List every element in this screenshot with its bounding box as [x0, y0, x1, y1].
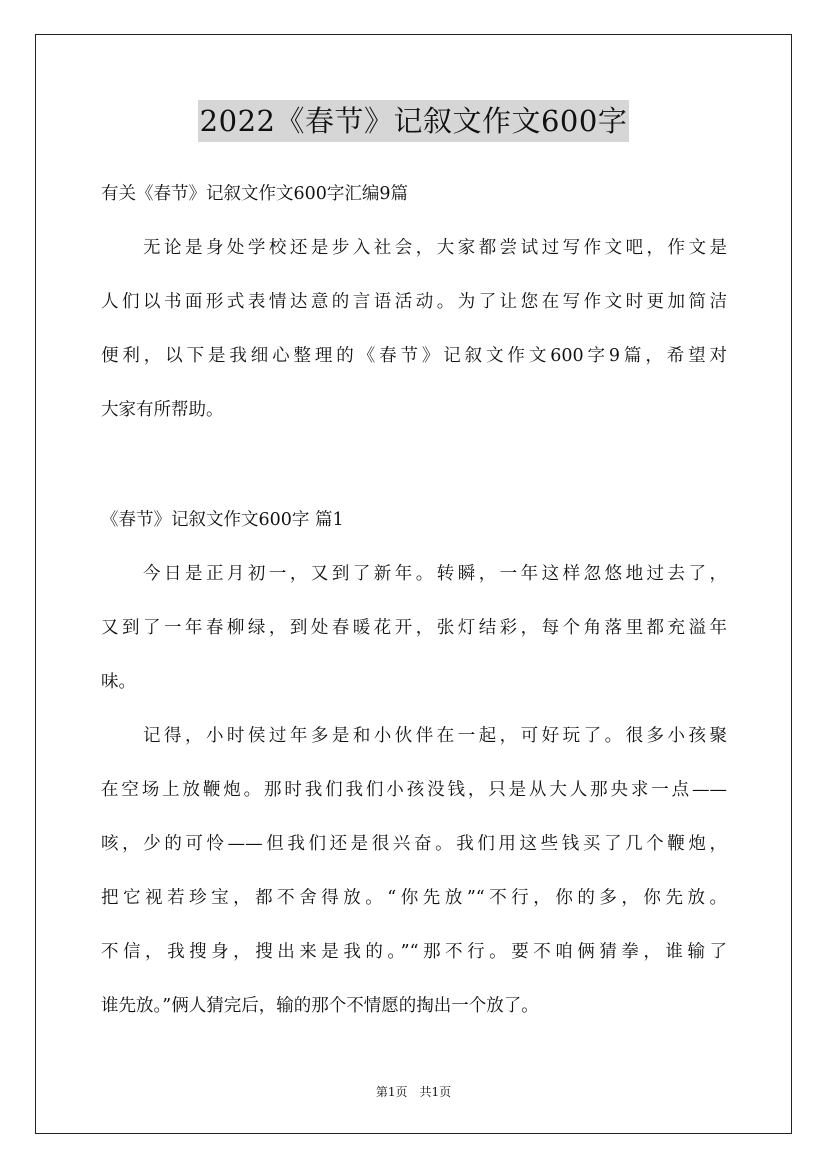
document-subtitle: 有关《春节》记叙文作文600字汇编9篇	[101, 184, 409, 204]
page-total: 共1页	[419, 1085, 452, 1099]
intro-line-2: 人们以书面形式表情达意的言语活动。为了让您在写作文时更加简洁	[101, 292, 727, 312]
title-container	[0, 100, 827, 142]
paragraph2-line-6: 谁先放。”俩人猜完后，输的那个不情愿的掏出一个放了。	[101, 996, 539, 1016]
paragraph1-line-2: 又到了一年春柳绿，到处春暖花开，张灯结彩，每个角落里都充溢年	[101, 618, 727, 638]
paragraph2-line-1: 记得，小时侯过年多是和小伙伴在一起，可好玩了。很多小孩聚	[143, 726, 727, 746]
paragraph2-line-2: 在空场上放鞭炮。那时我们我们小孩没钱，只是从大人那央求一点——	[101, 780, 727, 800]
section-heading: 《春节》记叙文作文600字 篇1	[101, 510, 344, 530]
paragraph2-line-4: 把它视若珍宝，都不舍得放。“你先放”“不行，你的多，你先放。	[101, 888, 727, 908]
paragraph1-line-1: 今日是正月初一，又到了新年。转瞬，一年这样忽悠地过去了，	[143, 564, 727, 584]
page-number: 第1页	[375, 1085, 408, 1099]
paragraph2-line-5: 不信，我搜身，搜出来是我的。”“那不行。要不咱俩猜拳，谁输了	[101, 942, 727, 962]
document-title: 2022《春节》记叙文作文600字	[198, 100, 630, 142]
paragraph1-line-3: 味。	[101, 672, 136, 692]
paragraph2-line-3: 咳，少的可怜——但我们还是很兴奋。我们用这些钱买了几个鞭炮，	[101, 834, 727, 854]
intro-line-1: 无论是身处学校还是步入社会，大家都尝试过写作文吧，作文是	[143, 238, 727, 258]
intro-line-4: 大家有所帮助。	[101, 400, 224, 420]
page-footer	[0, 1084, 827, 1100]
intro-line-3: 便利，以下是我细心整理的《春节》记叙文作文600字9篇，希望对	[101, 346, 727, 366]
